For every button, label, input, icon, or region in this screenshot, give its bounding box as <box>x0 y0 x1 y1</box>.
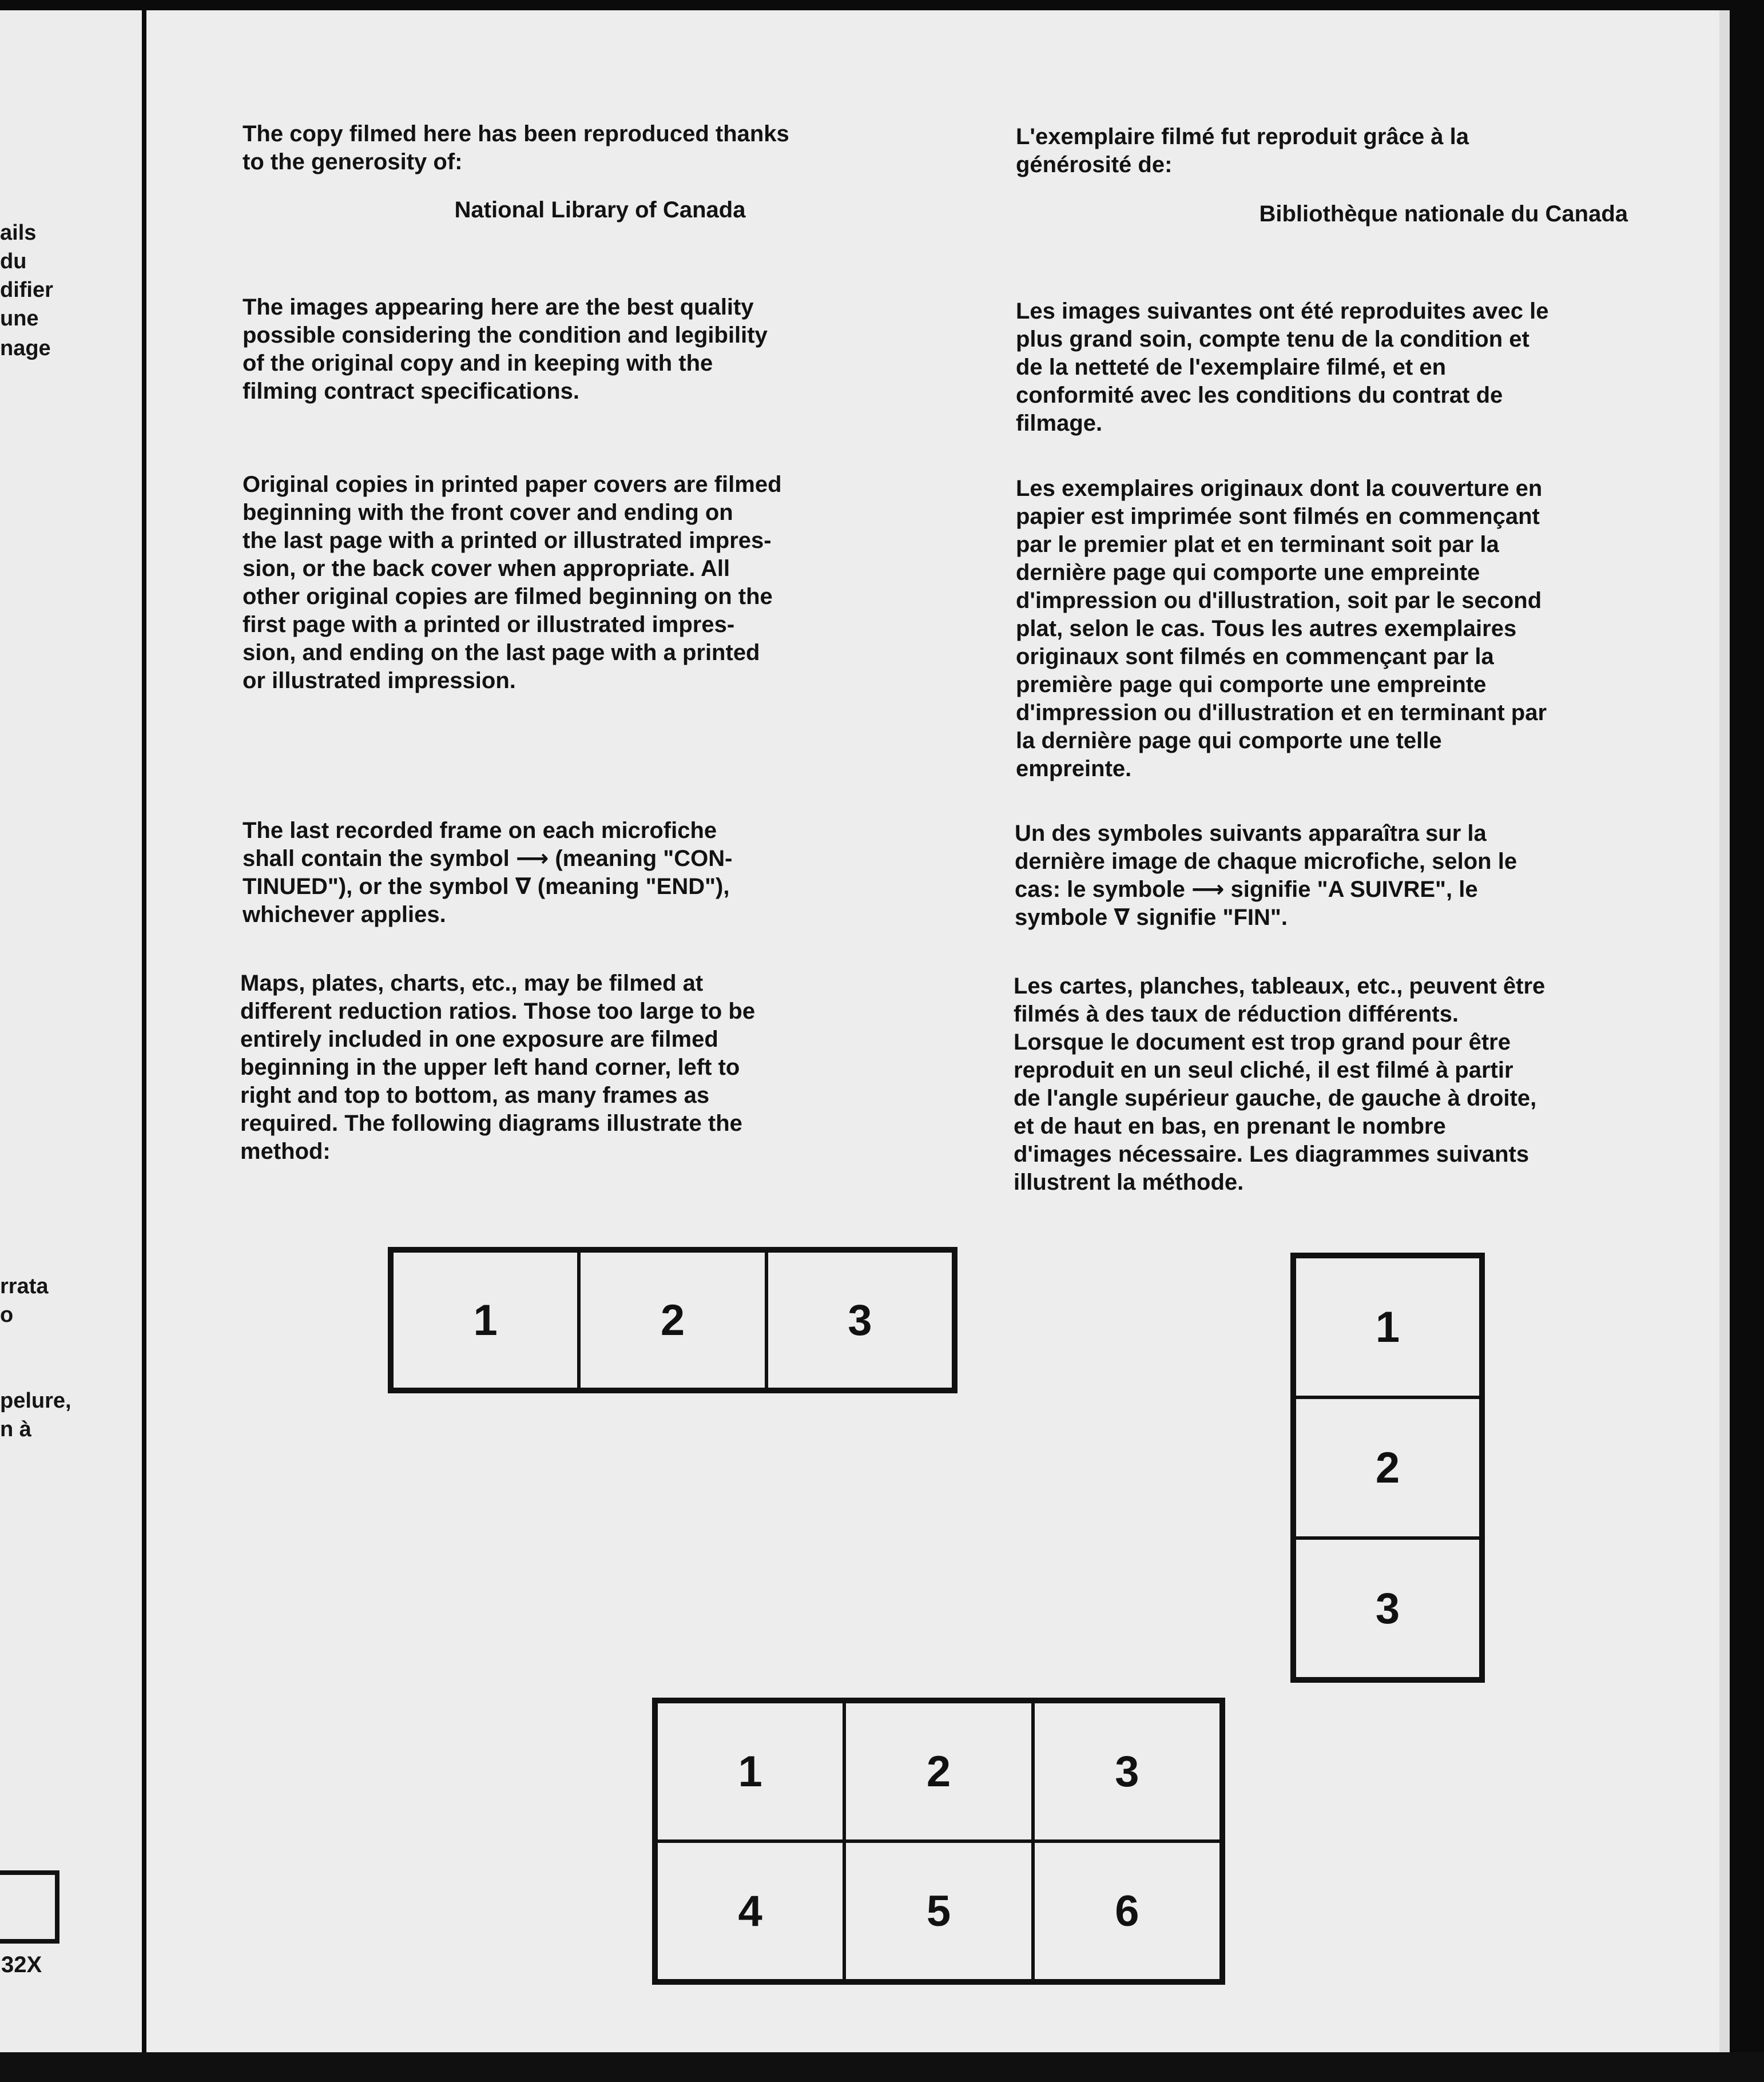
french-symbols-paragraph: Un des symboles suivants apparaîtra sur la dernière image de chaque microfiche, selon le cas: le symbole ⟶ signifie "A SUIVRE", le symbole ∇ signifie "FIN". <box>1015 821 1517 930</box>
frame-cell: 4 <box>656 1841 844 1981</box>
reduction-label: 32X <box>1 1952 42 1977</box>
frame-cell: 5 <box>844 1841 1032 1981</box>
horizontal-frames-diagram <box>388 1247 958 1393</box>
french-acknowledgement: L'exemplaire filmé fut reproduit grâce à la générosité de: <box>1016 124 1469 177</box>
frame-cell: 3 <box>1294 1538 1481 1679</box>
french-originals-paragraph: Les exemplaires originaux dont la couverture en papier est imprimée sont filmés en commençant par le premier plat et en terminant soit par la dernière page qui comporte une empreinte d'impression ou d'illustration, soit par le second plat, selon le cas. Tous les autres exemplaires originaux sont filmés en commençant par la première page qui comporte une empreinte d'impression ou d'illustration et en terminant par la dernière page qui comporte une telle empreinte. <box>1016 476 1547 781</box>
margin-fragment: o <box>0 1303 14 1327</box>
margin-fragment: ails <box>0 221 37 245</box>
margin-fragment: pelure, <box>0 1389 71 1413</box>
frame-cell: 2 <box>1294 1397 1481 1538</box>
frame-cell: 3 <box>766 1251 953 1389</box>
grid-frames-diagram <box>652 1698 1225 1985</box>
french-quality-paragraph: Les images suivantes ont été reproduites avec le plus grand soin, compte tenu de la condition et de la netteté de l'exemplaire filmé, et en conformité avec les conditions du contrat de filmage. <box>1016 299 1549 436</box>
english-library-name: National Library of Canada <box>454 197 746 222</box>
english-acknowledgement: The copy filmed here has been reproduced thanks to the generosity of: <box>243 121 789 174</box>
english-quality-paragraph: The images appearing here are the best quality possible considering the condition and legibility of the original copy and in keeping with the filming contract specifications. <box>243 295 768 404</box>
margin-fragment: rrata <box>0 1274 49 1298</box>
page-edge <box>1719 10 1730 2052</box>
frame-cell: 3 <box>1033 1702 1221 1841</box>
frame-cell: 1 <box>392 1251 579 1389</box>
frame-cell: 1 <box>1294 1257 1481 1397</box>
french-library-name: Bibliothèque nationale du Canada <box>1259 201 1628 227</box>
margin-fragment: nage <box>0 336 51 360</box>
reduction-target-box <box>0 1870 59 1944</box>
vertical-frames-diagram <box>1290 1253 1485 1683</box>
film-bottom-border <box>0 2052 1764 2082</box>
english-originals-paragraph: Original copies in printed paper covers are filmed beginning with the front cover and ending on the last page with a printed or illustrated impres- sion, or the back cover when appropriate. All other original copies are filmed beginning on the first page with a printed or illustrated impres- sion, and ending on the last page with a printed or illustrated impression. <box>243 472 782 693</box>
margin-fragment: difier <box>0 278 53 302</box>
frame-cell: 1 <box>656 1702 844 1841</box>
margin-fragment: du <box>0 249 27 273</box>
frame-cell: 2 <box>844 1702 1032 1841</box>
english-symbols-paragraph: The last recorded frame on each microfiche shall contain the symbol ⟶ (meaning "CON- TINUED"), or the symbol ∇ (meaning "END"), whichever applies. <box>243 818 733 927</box>
frame-cell: 6 <box>1033 1841 1221 1981</box>
frame-cell: 2 <box>579 1251 766 1389</box>
margin-fragment: une <box>0 307 39 331</box>
french-maps-paragraph: Les cartes, planches, tableaux, etc., peuvent être filmés à des taux de réduction différents. Lorsque le document est trop grand pour être reproduit en un seul cliché, il est filmé à partir de l'angle supérieur gauche, de gauche à droite, et de haut en bas, en prenant le nombre d'images nécessaire. Les diagrammes suivants illustrent la méthode. <box>1014 974 1546 1195</box>
margin-fragment: n à <box>0 1417 31 1441</box>
english-maps-paragraph: Maps, plates, charts, etc., may be filmed at different reduction ratios. Those too large to be entirely included in one exposure are filmed beginning in the upper left hand corner, left to right and top to bottom, as many frames as required. The following diagrams illustrate the method: <box>240 971 756 1164</box>
